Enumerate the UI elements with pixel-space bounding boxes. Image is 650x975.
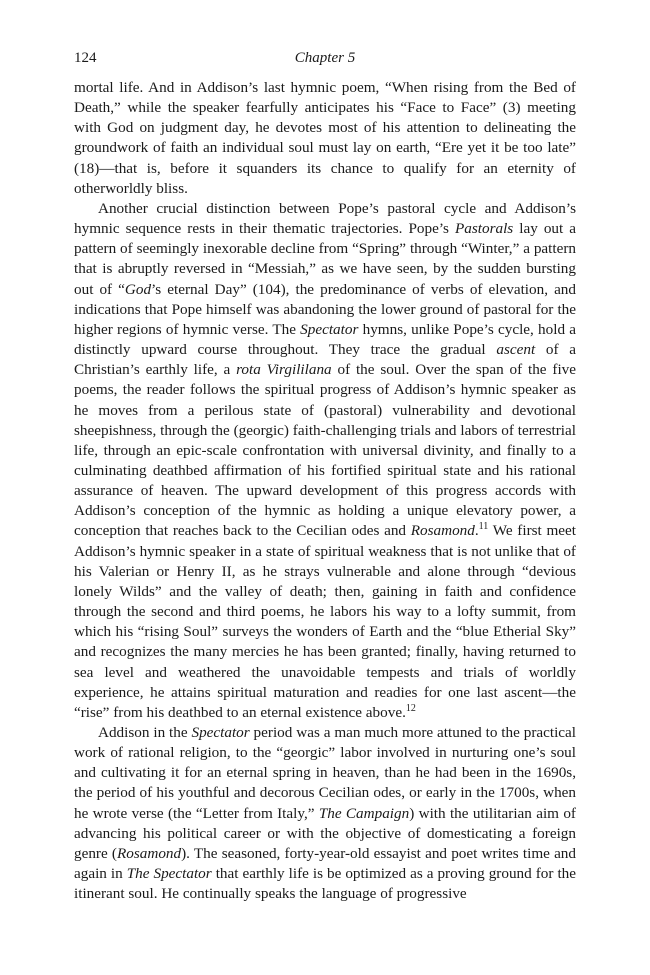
text-run: mortal life. And in Addison’s last hymnic poem, “When rising from the Bed of Death,” while the speaker fearfully anticipates his “Face to Face” (3) meeting with God on judgment day, he devotes most of his attention to delineating the groundwork of faith an individual soul must lay on earth, “Ere yet it be too late” (18)—that is, before it squanders its chance to qualify for an eternity of otherworldly bliss. — [74, 79, 576, 197]
italic-text: rota Virgililana — [236, 361, 332, 379]
chapter-title: Chapter 5 — [294, 50, 356, 66]
text-run: hymns, unlike Pope’s cycle, hold a distinctly upward course throughout. They trace the gradual — [74, 320, 576, 359]
paragraph — [74, 199, 576, 723]
text-run: lay out a pattern of seemingly inexorable decline from “Spring” through “Winter,” a pattern that is abruptly reversed in “Messiah,” as we have seen, by the sudden bursting out of “ — [74, 220, 577, 298]
italic-text: Spectator — [191, 724, 250, 741]
book-page — [74, 50, 576, 904]
text-run: . — [474, 522, 479, 540]
text-run: Addison in the — [98, 724, 192, 741]
text-run: that earthly life is be optimized as a proving ground for the itinerant soul. He continually speaks the language of progressive — [74, 865, 576, 903]
text-run: ). The seasoned, forty-year-old essayist and poet writes time and again in — [74, 844, 576, 883]
text-run: Another crucial distinction between Pope’s pastoral cycle and Addison’s hymnic sequence rests in their thematic trajectories. Pope’s — [74, 199, 576, 238]
paragraph — [74, 723, 576, 904]
italic-text: Pastorals — [454, 220, 514, 238]
italic-text: Spectator — [300, 320, 359, 338]
running-head — [74, 50, 576, 72]
italic-text: God — [124, 280, 152, 298]
footnote-reference: 12 — [405, 702, 416, 714]
italic-text: Rosamond — [410, 522, 475, 540]
text-run: ’s eternal Day” (104), the predominance of verbs of elevation, and indications that Pope himself was abandoning the lower ground of pastoral for the higher regions of hymnic verse. The — [74, 280, 576, 338]
page-number: 124 — [74, 50, 97, 66]
text-run: of a Christian’s earthly life, a — [74, 341, 576, 379]
text-run: We first meet Addison’s hymnic speaker in a state of spiritual weakness that is not unlike that of his Valerian or Henry II, as he strays vulnerable and alone through “devious lonely Wilds” and the valley of death; then, gaining in faith and confidence through the second and third poems, he labors his way to a lofty summit, from which his “rising Soul” surveys the wonders of Earth and the “blue Etherial Sky” and recognizes the many mercies he has been granted; finally, having returned to sea level and weathered the unavoidable tempests and trials of worldly experience, he attains spiritual maturation and readies for one last ascent—the “rise” from his deathbed to an eternal existence above. — [74, 522, 576, 721]
italic-text: The Campaign — [318, 804, 410, 822]
footnote-reference: 11 — [478, 521, 489, 533]
italic-text: The Spectator — [126, 865, 212, 883]
paragraph — [74, 78, 576, 199]
italic-text: Rosamond — [117, 844, 182, 862]
text-run: ) with the utilitarian aim of advancing his political career or with the objective of domesticating a foreign genre ( — [74, 804, 576, 862]
body-text — [74, 78, 576, 904]
text-run: of the soul. Over the span of the five poems, the reader follows the spiritual progress of Addison’s hymnic speaker as he moves from a perilous state of (pastoral) vulnerability and devotional sheepishness, through the (georgic) faith-challenging trials and labors of terrestrial life, through an epic-scale confrontation with universal divinity, and finally to a culminating deathbed affirmation of his fortified spiritual state and his rational assurance of heaven. The upward development of this progress accords with Addison’s conception of the hymnic as holding a unique elevatory power, a conception that reaches back to the Cecilian odes and — [74, 361, 576, 540]
italic-text: ascent — [496, 341, 536, 359]
text-run: period was a man much more attuned to the practical work of rational religion, to the “georgic” labor involved in nurturing one’s soul and cultivating it for an eternal spring in heaven, than he had been in the 1690s, the period of his youthful and decorous Cecilian odes, or early in the 1700s, when he wrote verse (the “Letter from Italy,” — [74, 724, 576, 822]
